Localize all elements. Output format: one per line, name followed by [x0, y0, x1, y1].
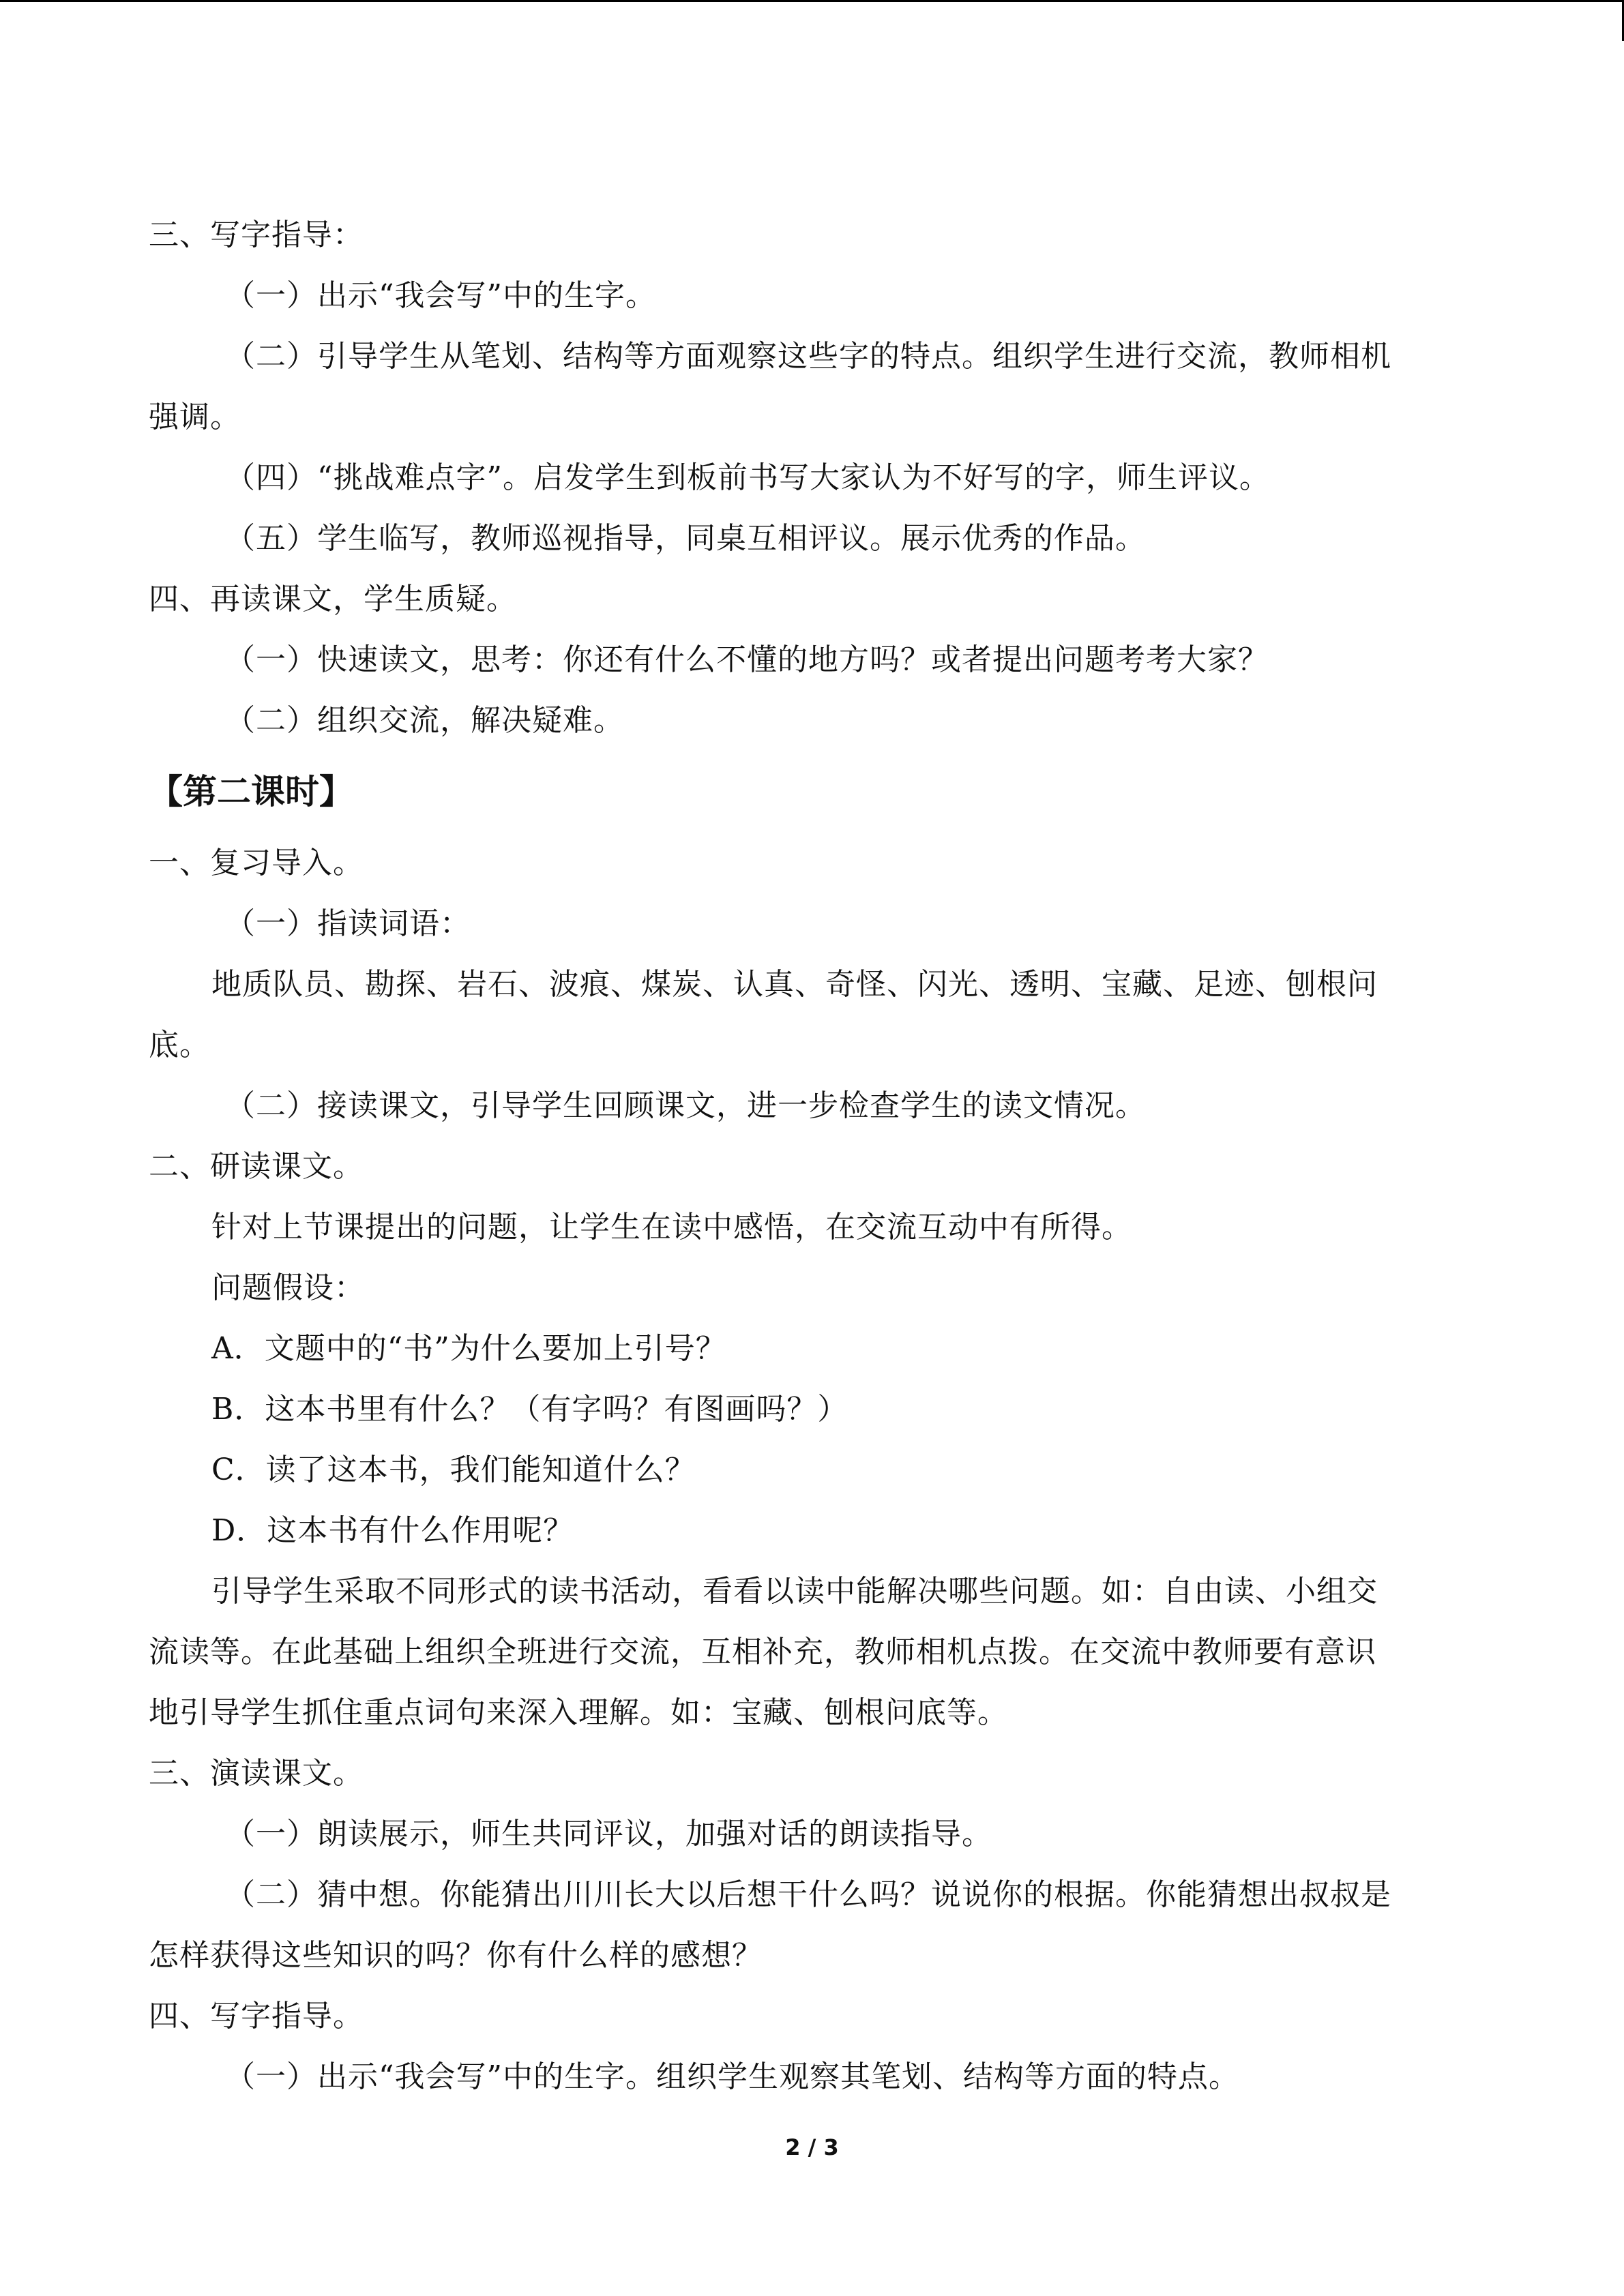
text-line: 二、研读课文。 — [149, 1149, 364, 1184]
text-line: （二）组织交流，解决疑难。 — [225, 703, 624, 738]
section-heading: 【第二课时】 — [149, 772, 353, 811]
text-line: 三、写字指导： — [149, 218, 364, 252]
lesson-section-2 — [149, 833, 1458, 2107]
page-number: 2 / 3 — [785, 2134, 839, 2160]
text-line: 流读等。在此基础上组织全班进行交流，互相补充，教师相机点拨。在交流中教师要有意识 — [149, 1635, 1376, 1669]
text-line: 怎样获得这些知识的吗？你有什么样的感想？ — [149, 1938, 763, 1973]
text-line: 地引导学生抓住重点词句来深入理解。如：宝藏、刨根问底等。 — [149, 1695, 1008, 1730]
text-line: （二）引导学生从笔划、结构等方面观察这些字的特点。组织学生进行交流，教师相机 — [225, 339, 1391, 374]
text-line: 一、复习导入。 — [149, 846, 364, 880]
page-top-border — [0, 0, 1624, 2]
text-line: 地质队员、勘探、岩石、波痕、煤炭、认真、奇怪、闪光、透明、宝藏、足迹、刨根问 — [211, 967, 1378, 1002]
text-line: 问题假设： — [211, 1270, 365, 1305]
text-line: D．这本书有什么作用呢？ — [211, 1513, 574, 1548]
text-line: （二）接读课文，引导学生回顾课文，进一步检查学生的读文情况。 — [225, 1088, 1146, 1123]
text-line: 四、再读课文，学生质疑。 — [149, 582, 517, 616]
text-line: （一）快速读文，思考：你还有什么不懂的地方吗？或者提出问题考考大家？ — [225, 642, 1269, 677]
text-line: 强调。 — [149, 400, 241, 434]
document-page — [149, 205, 1458, 2107]
text-line: （一）出示“我会写”中的生字。组织学生观察其笔划、结构等方面的特点。 — [225, 2059, 1239, 2094]
lesson-section-1 — [149, 205, 1458, 751]
text-line: （一）出示“我会写”中的生字。 — [225, 278, 656, 313]
text-line: 三、演读课文。 — [149, 1756, 364, 1791]
text-line: 底。 — [149, 1028, 210, 1062]
text-line: 引导学生采取不同形式的读书活动，看看以读中能解决哪些问题。如：自由读、小组交 — [211, 1574, 1378, 1609]
text-line: B．这本书里有什么？（有字吗？有图画吗？） — [211, 1392, 848, 1427]
text-line: A．文题中的“书”为什么要加上引号？ — [211, 1331, 726, 1366]
text-line: 针对上节课提出的问题，让学生在读中感悟，在交流互动中有所得。 — [211, 1210, 1132, 1244]
text-line: 四、写字指导。 — [149, 1999, 364, 2033]
text-line: （五）学生临写，教师巡视指导，同桌互相评议。展示优秀的作品。 — [225, 521, 1146, 556]
text-line: C．读了这本书，我们能知道什么？ — [211, 1452, 696, 1487]
text-line: （一）朗读展示，师生共同评议，加强对话的朗读指导。 — [225, 1817, 992, 1851]
text-line: （一）指读词语： — [225, 906, 471, 941]
text-line: （四）“挑战难点字”。启发学生到板前书写大家认为不好写的字，师生评议。 — [225, 460, 1270, 495]
text-line: （二）猜中想。你能猜出川川长大以后想干什么吗？说说你的根据。你能猜想出叔叔是 — [225, 1877, 1391, 1912]
